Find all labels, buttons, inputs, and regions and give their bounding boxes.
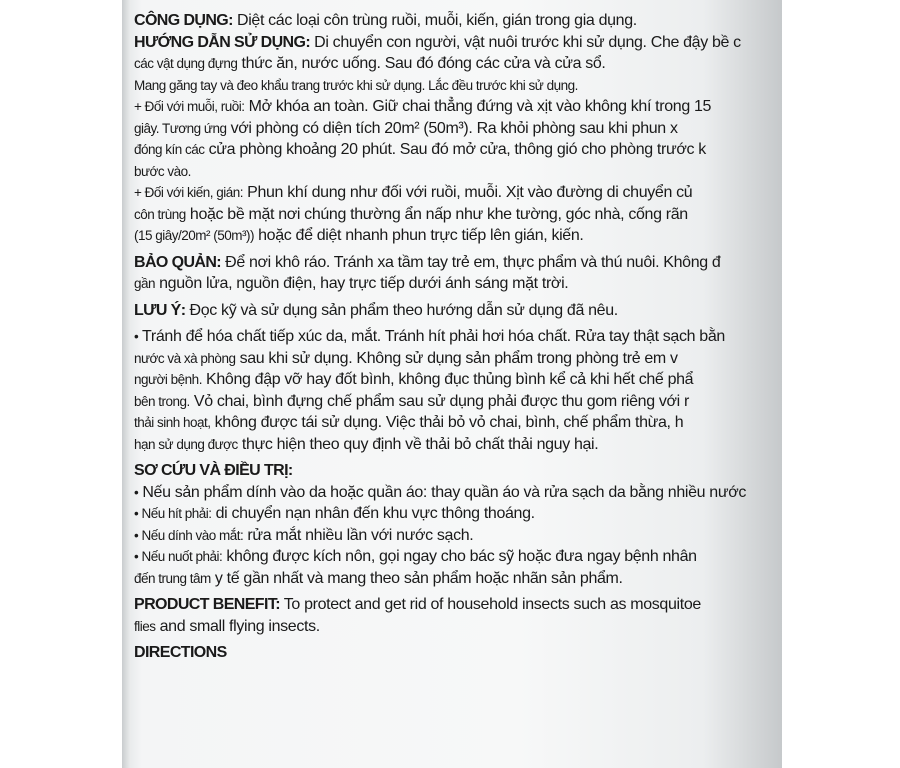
label-line	[134, 369, 774, 391]
label-line	[134, 326, 774, 348]
body-text: Đọc kỹ và sử dụng sản phẩm theo hướng dẫn sử dụng đã nêu.	[185, 301, 618, 319]
small-print: + Đối với kiến, gián:	[134, 185, 244, 200]
body-text: di chuyển nạn nhân đến khu vực thông thoáng.	[211, 505, 535, 522]
body-text: y tế gần nhất và mang theo sản phẩm hoặc nhãn sản phẩm.	[210, 569, 623, 587]
body-text: sau khi sử dụng. Không sử dụng sản phẩm trong phòng trẻ em v	[235, 349, 678, 367]
label-line	[134, 434, 774, 456]
label-line	[134, 482, 774, 504]
body-text: Diệt các loại côn trùng ruồi, muỗi, kiến, gián trong gia dụng.	[232, 12, 637, 29]
body-text: với phòng có diện tích 20m² (50m³). Ra khỏi phòng sau khi phun x	[226, 119, 678, 137]
label-line	[134, 118, 774, 140]
label-line	[134, 225, 774, 247]
label-line	[134, 96, 774, 118]
small-print: đến trung tâm	[134, 570, 211, 586]
small-print: + Đối với muỗi, ruồi:	[134, 99, 245, 114]
label-line	[134, 53, 774, 75]
small-print: giây. Tương ứng	[134, 120, 227, 136]
label-line	[134, 391, 774, 413]
small-print: thải sinh hoạt,	[134, 415, 211, 430]
body-text: cửa phòng khoảng 20 phút. Sau đó mở cửa, thông gió cho phòng trước k	[204, 141, 706, 158]
label-line	[134, 252, 774, 274]
body-text: Di chuyển con người, vật nuôi trước khi sử dụng. Che đậy bề c	[310, 33, 741, 51]
label-line	[134, 273, 774, 295]
label-line	[134, 139, 774, 161]
label-line	[134, 348, 774, 370]
section-heading: CÔNG DỤNG:	[134, 12, 233, 29]
label-line	[134, 300, 774, 322]
label-line	[134, 460, 774, 482]
small-print: • Nếu dính vào mắt:	[134, 527, 244, 543]
body-text: Mở khóa an toàn. Giữ chai thẳng đứng và xịt vào không khí trong 15	[244, 98, 712, 115]
body-text: Tránh để hóa chất tiếp xúc da, mắt. Tránh hít phải hơi hóa chất. Rửa tay thật sạch bằn	[138, 328, 725, 345]
label-line	[134, 525, 774, 547]
section-heading: BẢO QUẢN:	[134, 253, 222, 271]
label-line	[134, 594, 774, 616]
body-text: không được kích nôn, gọi ngay cho bác sỹ hoặc đưa ngay bệnh nhân	[222, 548, 697, 565]
small-print: flies	[134, 618, 156, 634]
body-text: Nếu sản phẩm dính vào da hoặc quần áo: thay quần áo và rửa sạch da bằng nhiều nước	[138, 483, 746, 501]
body-text: Không đập vỡ hay đốt bình, không đục thủng bình kể cả khi hết chế phẩ	[201, 371, 694, 388]
small-print: • Nếu nuốt phải:	[134, 549, 223, 564]
body-text: To protect and get rid of household insects such as mosquitoe	[279, 596, 701, 613]
label-line	[134, 10, 774, 32]
body-text: hoặc để diệt nhanh phun trực tiếp lên gián, kiến.	[254, 227, 584, 244]
small-print: (15 giây/20m² (50m³))	[134, 228, 255, 243]
body-text: nguồn lửa, nguồn điện, hay trực tiếp dưới ánh sáng mặt trời.	[155, 275, 569, 292]
body-text: Vỏ chai, bình đựng chế phẩm sau sử dụng phải được thu gom riêng với r	[189, 392, 689, 410]
small-print: hạn sử dụng được	[134, 436, 238, 452]
body-text: rửa mắt nhiều lần với nước sạch.	[243, 526, 474, 544]
label-line	[134, 75, 774, 97]
section-heading: LƯU Ý:	[134, 301, 186, 319]
label-line	[134, 204, 774, 226]
body-text: Phun khí dung như đối với ruồi, muỗi. Xịt vào đường di chuyển củ	[243, 184, 693, 201]
small-print: các vật dụng đựng	[134, 56, 238, 71]
label-line	[134, 182, 774, 204]
small-print: •	[134, 329, 139, 344]
label-line	[134, 568, 774, 590]
section-heading: SƠ CỨU VÀ ĐIỀU TRỊ:	[134, 462, 293, 479]
small-print: bước vào.	[134, 163, 191, 179]
small-print: • Nếu hít phải:	[134, 506, 212, 521]
body-text: không được tái sử dụng. Việc thải bỏ vỏ chai, bình, chế phẩm thừa, h	[210, 414, 684, 431]
small-print: đóng kín các	[134, 142, 205, 157]
body-text: thực hiện theo quy định về thải bỏ chất thải nguy hại.	[237, 435, 599, 453]
section-heading: DIRECTIONS	[134, 644, 227, 661]
small-print: bên trong.	[134, 393, 190, 409]
body-text: hoặc bề mặt nơi chúng thường ẩn nấp như khe tường, góc nhà, cống rãn	[185, 205, 688, 223]
label-strip	[122, 0, 782, 768]
body-text: and small flying insects.	[155, 617, 320, 635]
body-text: thức ăn, nước uống. Sau đó đóng các cửa và cửa sổ.	[237, 55, 606, 72]
label-line	[134, 161, 774, 183]
label-text	[134, 10, 774, 664]
small-print: •	[134, 484, 139, 500]
label-line	[134, 412, 774, 434]
small-print: gần	[134, 276, 156, 291]
body-text: Để nơi khô ráo. Tránh xa tầm tay trẻ em, thực phẩm và thú nuôi. Không đ	[221, 253, 721, 271]
label-line	[134, 503, 774, 525]
label-line	[134, 32, 774, 54]
label-line	[134, 616, 774, 638]
small-print: nước và xà phòng	[134, 350, 236, 366]
small-print: côn trùng	[134, 206, 186, 222]
small-print: Mang găng tay và đeo khẩu trang trước khi sử dụng. Lắc đều trước khi sử dụng.	[134, 77, 578, 93]
label-line	[134, 546, 774, 568]
section-heading: PRODUCT BENEFIT:	[134, 596, 280, 613]
section-heading: HƯỚNG DẪN SỬ DỤNG:	[134, 33, 311, 51]
small-print: người bệnh.	[134, 372, 202, 387]
label-line	[134, 642, 774, 664]
